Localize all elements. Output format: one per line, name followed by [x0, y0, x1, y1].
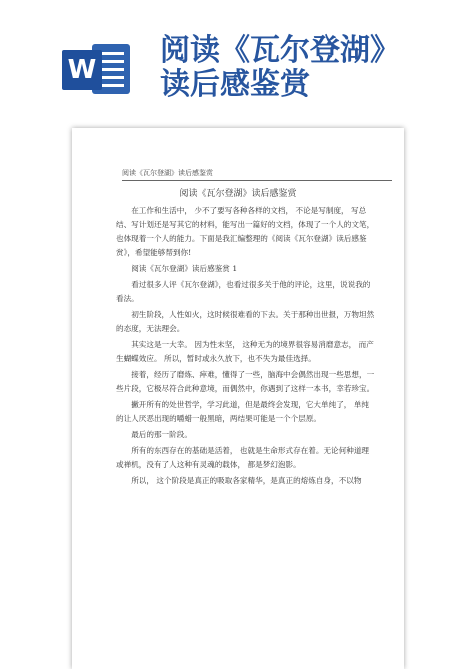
banner-title-line1: 阅读《瓦尔登湖》	[160, 33, 400, 68]
word-document-icon	[62, 40, 132, 98]
page-header: 阅读《瓦尔登湖》读后感鉴赏	[122, 168, 392, 181]
paragraph: 撇开所有的处世哲学，学习此道，但是最终会发现，它大单纯了， 单纯的让人厌恶出现的嚼蜡一般黑暗，两结果可能是一个个层原。	[116, 400, 370, 423]
logo-lines	[100, 52, 124, 92]
header-banner	[0, 0, 474, 120]
banner-title-line2: 读后感鉴赏	[160, 67, 310, 102]
paragraph: 初生阶段，人性如火，这时候很难看的下去。关于那种出世报，万物坦然的态度，无法理会。	[116, 310, 375, 333]
logo-letter: W	[62, 50, 102, 90]
document-page	[72, 128, 404, 669]
paragraph: 在工作和生活中， 少不了要写各种各样的文档， 不论是写制度， 写总结、写计划还是写其它的材料，能写出一篇好的文档，体现了一个人的文笔，也体现着一个人的能力。下面是我汇编整理的《阅读《瓦尔登湖》读后感鉴赏》，希望能够帮到你!	[116, 206, 375, 257]
paragraph: 阅读《瓦尔登湖》读后感鉴赏 1	[131, 264, 238, 273]
paragraph: 所以， 这个阶段是真正的吸取各家精华，是真正的熔炼自身，不以物	[131, 476, 362, 485]
paragraph: 接着，经历了磨炼、瘁难，懂得了一些，脑海中会偶然出现一些思想，一些片段，它极尽符合此种意境，而偶然中，你遇到了这样一本书，幸若珍宝。	[116, 370, 375, 393]
document-title: 阅读《瓦尔登湖》读后感鉴赏	[179, 189, 297, 199]
paragraph: 看过很多人评《瓦尔登湖》，也看过很多关于他的评论，这里，说说我的看法。	[116, 280, 371, 303]
paragraph: 最后的那一阶段。	[131, 430, 192, 439]
banner-title	[160, 34, 400, 102]
document-body	[116, 204, 376, 490]
paragraph: 所有的东西存在的基础是活着， 也就是生命形式存在着。无论何种道理或禅机，没有了人这种有灵魂的载体， 都是梦幻泡影。	[116, 446, 370, 469]
paragraph: 其实这是一大幸。 因为性未坚， 这种无为的境界很容易消磨意志， 而产生蝴蝶效应。 所以，暂时或永久放下，也不失为最佳选择。	[116, 340, 374, 363]
